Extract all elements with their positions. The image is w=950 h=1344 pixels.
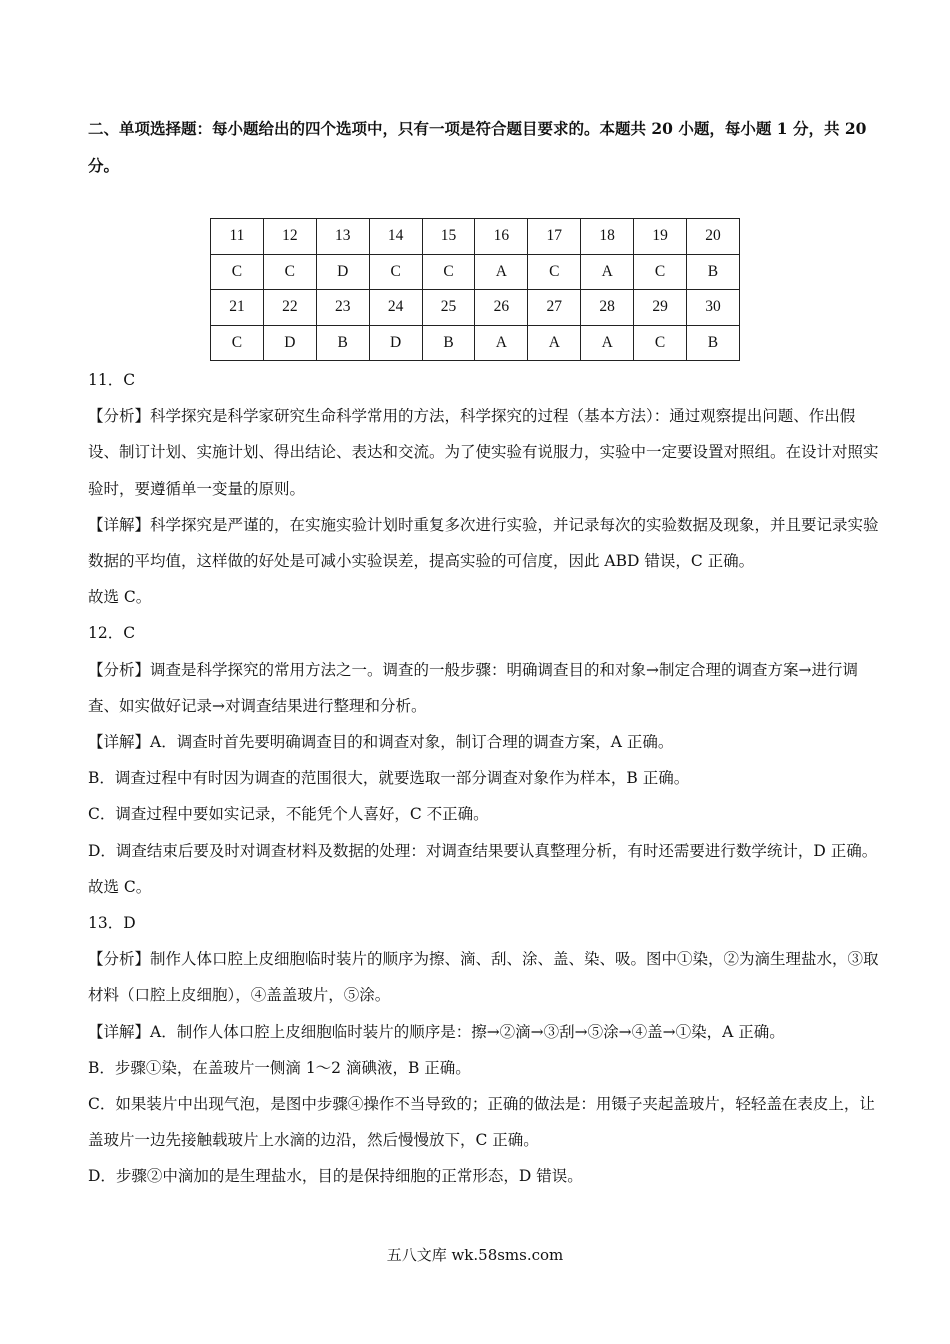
- table-cell: D: [369, 325, 422, 361]
- table-row: [211, 254, 740, 290]
- conclusion-line: 故选 C。: [88, 588, 152, 607]
- answer-table: [210, 218, 740, 361]
- question-number: 11．C: [88, 371, 136, 389]
- section-heading: 二、单项选择题：每小题给出的四个选项中，只有一项是符合题目要求的。本题共 20 小题，每小题 1 分，共 20 分。: [88, 119, 867, 175]
- table-cell: C: [369, 254, 422, 290]
- table-cell: B: [422, 325, 475, 361]
- table-row: [211, 290, 740, 326]
- table-cell: 28: [581, 290, 634, 326]
- detail-paragraph: 【详解】A．调查时首先要明确调查目的和调查对象，制订合理的调查方案，A 正确。: [88, 733, 674, 752]
- table-cell: C: [528, 254, 581, 290]
- table-cell: C: [263, 254, 316, 290]
- analysis-paragraph: 【分析】科学探究是科学家研究生命科学常用的方法，科学探究的过程（基本方法）：通过观察提出问题、作出假设、制订计划、实施计划、得出结论、表达和交流。为了使实验有说服力，实验中一定要设置对照组。在设计对照实验时，要遵循单一变量的原则。: [88, 407, 879, 498]
- table-cell: 18: [581, 219, 634, 255]
- table-cell: 22: [263, 290, 316, 326]
- table-cell: 17: [528, 219, 581, 255]
- answer-explanations: [88, 362, 883, 1195]
- table-cell: 23: [316, 290, 369, 326]
- table-cell: A: [528, 325, 581, 361]
- table-cell: A: [475, 254, 528, 290]
- table-cell: C: [634, 325, 687, 361]
- question-number: 12．C: [88, 624, 136, 643]
- option-line: C．调查过程中要如实记录，不能凭个人喜好，C 不正确。: [88, 805, 489, 824]
- table-cell: 16: [475, 219, 528, 255]
- table-cell: 20: [687, 219, 740, 255]
- table-cell: 12: [263, 219, 316, 255]
- option-line: D．调查结束后要及时对调查材料及数据的处理：对调查结果要认真整理分析，有时还需要进行数学统计，D 正确。: [88, 841, 878, 860]
- table-cell: D: [316, 254, 369, 290]
- option-line: C．如果装片中出现气泡，是图中步骤④操作不当导致的；正确的做法是：用镊子夹起盖玻片，轻轻盖在表皮上，让盖玻片一边先接触载玻片上水滴的边沿，然后慢慢放下，C 正确。: [88, 1095, 875, 1150]
- detail-paragraph: 【详解】A．制作人体口腔上皮细胞临时装片的顺序是：擦→②滴→③刮→⑤涂→④盖→①染，A 正确。: [88, 1022, 785, 1041]
- table-cell: 25: [422, 290, 475, 326]
- table-row: [211, 325, 740, 361]
- analysis-paragraph: 【分析】制作人体口腔上皮细胞临时装片的顺序为擦、滴、刮、涂、盖、染、吸。图中①染，②为滴生理盐水，③取材料（口腔上皮细胞），④盖盖玻片，⑤涂。: [88, 950, 879, 1005]
- table-cell: 26: [475, 290, 528, 326]
- table-cell: C: [211, 325, 264, 361]
- table-cell: 27: [528, 290, 581, 326]
- option-line: B．调查过程中有时因为调查的范围很大，就要选取一部分调查对象作为样本，B 正确。: [88, 769, 690, 788]
- table-cell: 13: [316, 219, 369, 255]
- table-cell: A: [581, 254, 634, 290]
- question-number: 13．D: [88, 914, 136, 933]
- table-cell: 11: [211, 219, 264, 255]
- option-line: D．步骤②中滴加的是生理盐水，目的是保持细胞的正常形态，D 错误。: [88, 1167, 583, 1186]
- detail-paragraph: 【详解】科学探究是严谨的，在实施实验计划时重复多次进行实验，并记录每次的实验数据及现象，并且要记录实验数据的平均值，这样做的好处是可减小实验误差，提高实验的可信度，因此 ABD 错误，C 正确。: [88, 515, 879, 571]
- table-cell: A: [581, 325, 634, 361]
- table-cell: 14: [369, 219, 422, 255]
- table-cell: 24: [369, 290, 422, 326]
- table-cell: D: [263, 325, 316, 361]
- option-line: B．步骤①染，在盖玻片一侧滴 1～2 滴碘液，B 正确。: [88, 1058, 471, 1077]
- table-cell: C: [634, 254, 687, 290]
- table-row: [211, 219, 740, 255]
- table-cell: 30: [687, 290, 740, 326]
- table-cell: B: [687, 325, 740, 361]
- table-cell: C: [422, 254, 475, 290]
- table-cell: 21: [211, 290, 264, 326]
- table-cell: 29: [634, 290, 687, 326]
- table-cell: 15: [422, 219, 475, 255]
- table-cell: B: [687, 254, 740, 290]
- analysis-paragraph: 【分析】调查是科学探究的常用方法之一。调查的一般步骤：明确调查目的和对象→制定合理的调查方案→进行调查、如实做好记录→对调查结果进行整理和分析。: [88, 660, 858, 715]
- table-cell: B: [316, 325, 369, 361]
- footer-watermark: 五八文库 wk.58sms.com: [386, 1246, 564, 1264]
- table-cell: A: [475, 325, 528, 361]
- conclusion-line: 故选 C。: [88, 877, 152, 896]
- table-cell: C: [211, 254, 264, 290]
- table-cell: 19: [634, 219, 687, 255]
